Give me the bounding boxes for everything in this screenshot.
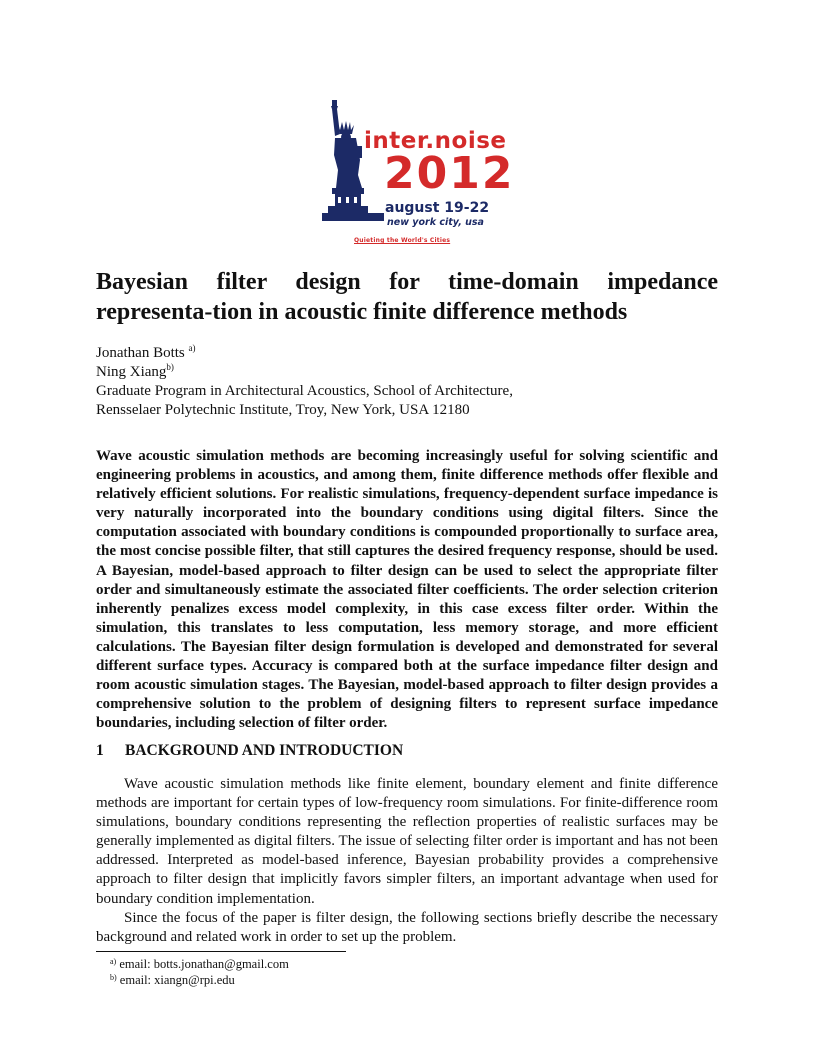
body-paragraph: Wave acoustic simulation methods like finite element, boundary element and finite difference methods are important for certain types of low-frequency room simulations. For finite-difference room simulations, boundary conditions representing the reflection properties of realistic surfaces may be generally implemented as digital filters. The issue of selecting filter order is important and has not been addressed. Interpreted as model-based inference, Bayesian probability provides a comprehensive approach to filter design that implicitly favors simpler filters, an important advantage when used for boundary condition implementation. [96,776,718,907]
author-line [96,363,718,382]
logo-year: 2012 [384,148,515,199]
footnote-mark: b) [110,973,117,982]
author-footnote-mark: a) [188,343,196,353]
footnote [110,956,289,972]
paper-title: Bayesian filter design for time-domain impedance representa-tion in acoustic finite difference methods [96,269,718,325]
logo-dates: august 19-22 [385,200,490,216]
abstract: Wave acoustic simulation methods are becoming increasingly useful for solving scientific and engineering problems in acoustics, and among them, finite difference methods offer flexible and relatively efficient solutions. For realistic simulations, frequency-dependent surface impedance is very naturally incorporated into the boundary conditions using digital filters. Since the computation associated with boundary conditions is compounded proportionally to surface area, the most concise possible filter, that still captures the desired frequency response, should be used. A Bayesian, model-based approach to filter design can be used to select the appropriate filter order and simultaneously estimate the associated filter coefficients. The order selection criterion inherently penalizes excess model complexity, in this case excess filter order. Within the simulation, this translates to less computation, less memory storage, and more efficient calculations. The Bayesian filter design formulation is developed and demonstrated for several different surface types. Accuracy is compared both at the surface impedance filter design and room acoustic simulation stages. The Bayesian, model-based approach to filter design provides a comprehensive solution to the problem of designing filters to represent surface impedance boundaries, including selection of filter order. [96,448,718,732]
body-paragraph: Since the focus of the paper is filter design, the following sections briefly describe the necessary background and related work in order to set up the problem. [96,909,718,945]
author-block [96,344,718,420]
logo-tagline: Quieting the World's Cities [354,237,451,244]
author-name: Jonathan Botts [96,345,185,361]
footnote-mark: a) [110,957,117,966]
footnote-text: email: botts.jonathan@gmail.com [119,957,289,971]
affiliation-line: Rensselaer Polytechnic Institute, Troy, New York, USA 12180 [96,402,470,418]
author-line [96,344,718,363]
section-title: BACKGROUND AND INTRODUCTION [125,742,404,759]
affiliation-line: Graduate Program in Architectural Acoustics, School of Architecture, [96,383,513,399]
conference-logo [318,100,515,245]
footnote [110,972,289,988]
author-name: Ning Xiang [96,364,167,380]
footnote-divider [96,951,346,952]
logo-city: new york city, usa [387,217,484,228]
logo-brand-text: inter.noise [364,128,507,154]
section-heading [96,741,403,760]
section-body [96,775,718,947]
section-number: 1 [96,742,104,759]
statue-of-liberty-icon [318,100,388,225]
footnote-text: email: xiangn@rpi.edu [119,973,235,987]
author-footnote-mark: b) [166,362,174,372]
footnotes [110,956,289,988]
